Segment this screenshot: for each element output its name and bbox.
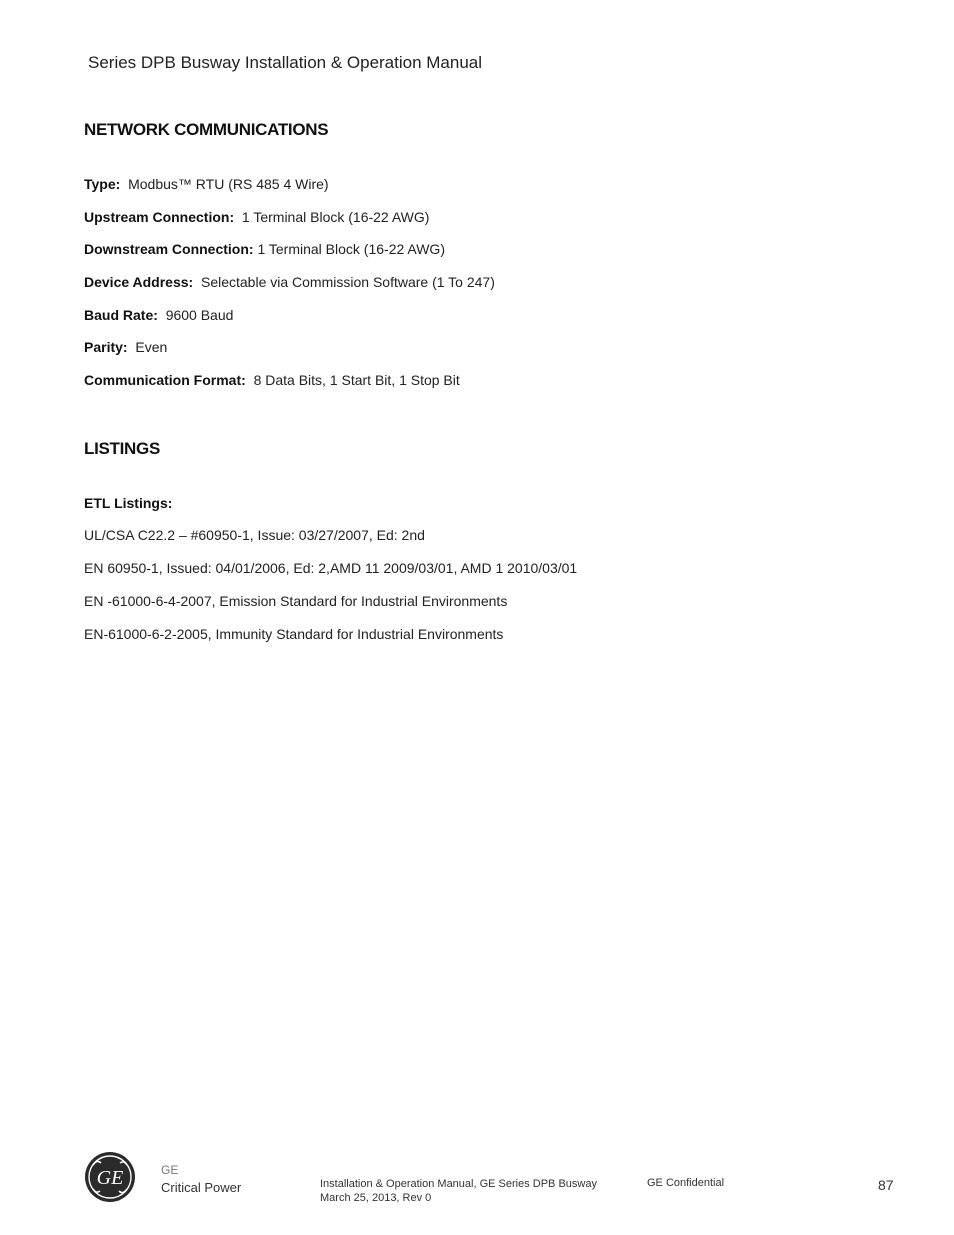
spec-label: Type: — [84, 176, 121, 192]
spec-row-upstream — [84, 209, 429, 225]
spec-value: Even — [135, 339, 168, 355]
spec-label: Parity: — [84, 339, 128, 355]
spec-row-type — [84, 176, 329, 192]
spec-value: Modbus™ RTU (RS 485 4 Wire) — [128, 176, 329, 192]
spec-row-device-address — [84, 274, 495, 290]
footer-company — [161, 1162, 241, 1196]
ge-logo-icon — [84, 1151, 136, 1203]
listings-subheading: ETL Listings: — [84, 495, 173, 511]
footer-doc-line1: Installation & Operation Manual, GE Series DPB Busway — [320, 1178, 597, 1190]
spec-value: 1 Terminal Block (16-22 AWG) — [257, 241, 445, 257]
spec-label: Upstream Connection: — [84, 209, 235, 225]
page-number: 87 — [878, 1177, 894, 1193]
spec-row-baud-rate — [84, 307, 233, 323]
footer-company-line2: Critical Power — [161, 1180, 242, 1195]
footer-doc-line2: March 25, 2013, Rev 0 — [320, 1192, 432, 1204]
section-heading-network: NETWORK COMMUNICATIONS — [84, 120, 329, 139]
spec-label: Downstream Connection: — [84, 241, 254, 257]
ge-logo-text: GE — [96, 1167, 124, 1189]
footer-confidential: GE Confidential — [647, 1177, 725, 1189]
listing-item: UL/CSA C22.2 – #60950-1, Issue: 03/27/2007, Ed: 2nd — [84, 527, 425, 543]
footer-company-line1: GE — [161, 1163, 179, 1177]
listing-item: EN -61000-6-4-2007, Emission Standard for Industrial Environments — [84, 593, 508, 609]
spec-value: 9600 Baud — [165, 307, 234, 323]
listing-item: EN 60950-1, Issued: 04/01/2006, Ed: 2,AMD 11 2009/03/01, AMD 1 2010/03/01 — [84, 560, 578, 576]
spec-label: Communication Format: — [84, 372, 246, 388]
spec-row-downstream — [84, 241, 445, 257]
spec-label: Device Address: — [84, 274, 194, 290]
section-heading-listings: LISTINGS — [84, 439, 160, 458]
spec-value: 1 Terminal Block (16-22 AWG) — [241, 209, 430, 225]
spec-value: 8 Data Bits, 1 Start Bit, 1 Stop Bit — [253, 372, 460, 388]
footer-document-info — [320, 1177, 597, 1205]
listing-item: EN-61000-6-2-2005, Immunity Standard for Industrial Environments — [84, 626, 504, 642]
document-title: Series DPB Busway Installation & Operation Manual — [88, 53, 483, 72]
spec-row-communication-format — [84, 372, 460, 388]
spec-row-parity — [84, 339, 167, 355]
spec-label: Baud Rate: — [84, 307, 158, 323]
spec-value: Selectable via Commission Software (1 To 247) — [200, 274, 495, 290]
